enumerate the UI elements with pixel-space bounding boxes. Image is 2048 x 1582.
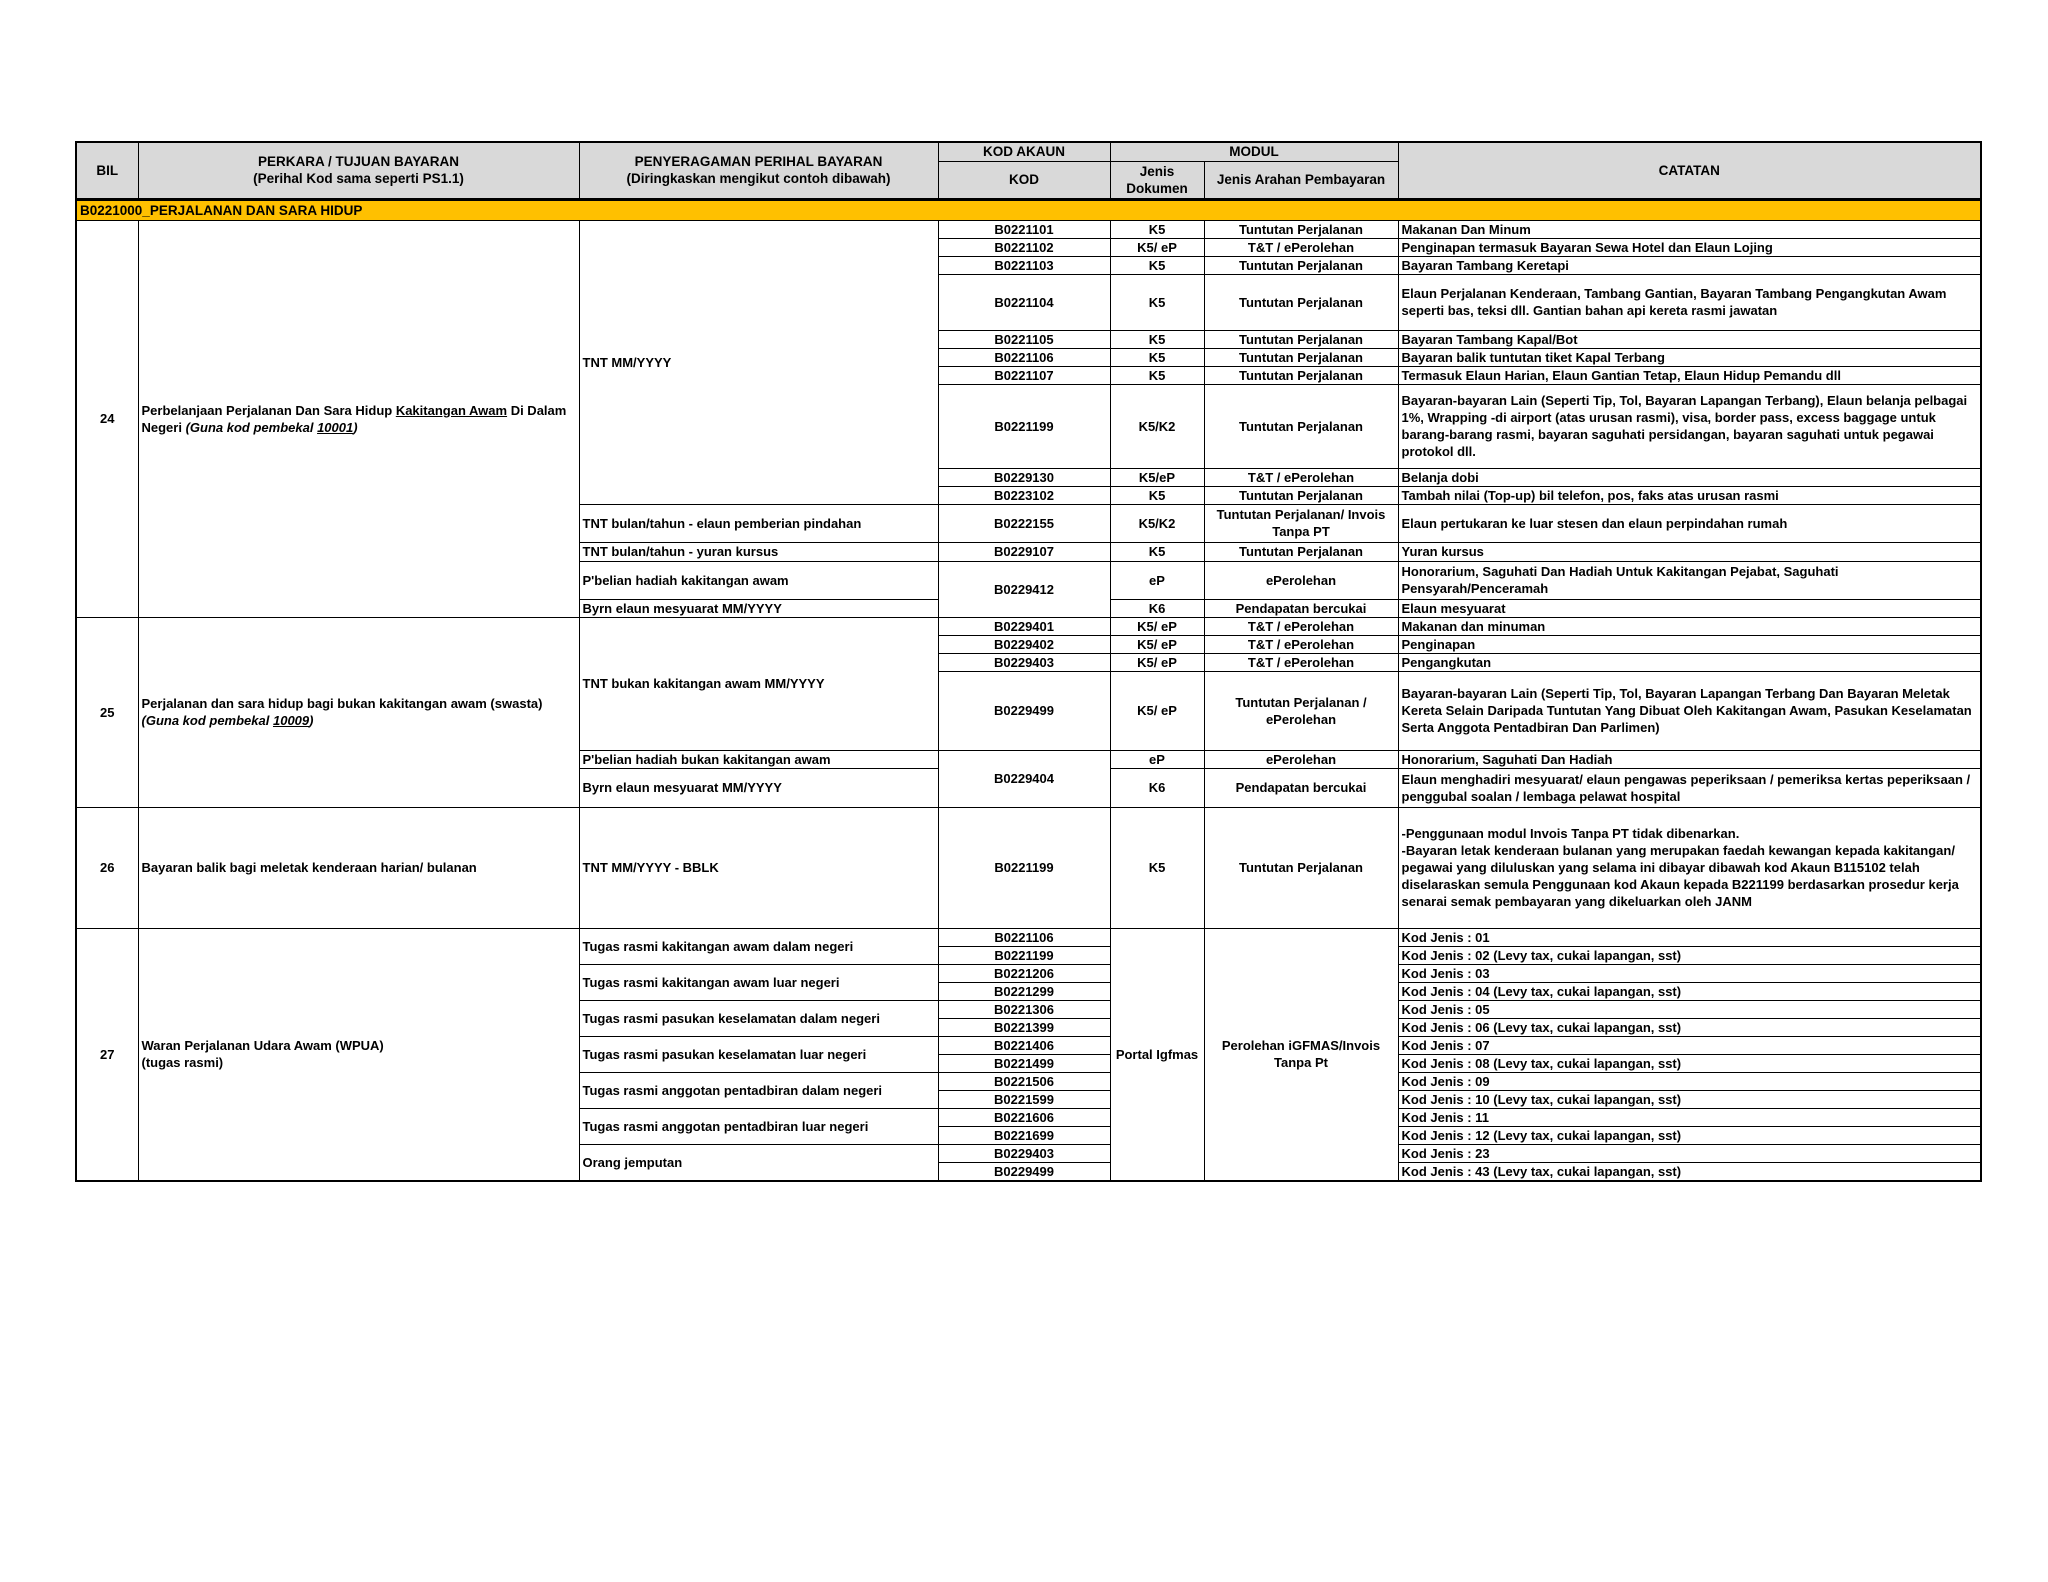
perkara-text: Perjalanan dan sara hidup bagi bukan kakitangan awam (swasta) (141, 696, 543, 711)
kod-cell: B0222155 (938, 504, 1110, 542)
section-label: B0221000_PERJALANAN DAN SARA HIDUP (76, 199, 1981, 220)
bil-cell: 24 (76, 220, 138, 617)
header-perkara-subtitle: (Perihal Kod sama seperti PS1.1) (253, 171, 464, 187)
header-penyeragaman-subtitle: (Diringkaskan mengikut contoh dibawah) (626, 171, 891, 187)
penyeragaman-cell: P'belian hadiah bukan kakitangan awam (579, 750, 938, 768)
table-body (76, 199, 1981, 1181)
catatan-cell: Kod Jenis : 23 (1398, 1144, 1981, 1162)
kod-cell: B0229499 (938, 671, 1110, 750)
section-row (76, 199, 1981, 220)
jenis-dokumen-cell: K6 (1110, 599, 1204, 617)
header-bil: BIL (76, 142, 138, 199)
header-perkara-title: PERKARA / TUJUAN BAYARAN (257, 154, 460, 170)
kod-cell: B0229403 (938, 1144, 1110, 1162)
supplier-note-text: (Guna kod pembekal (185, 419, 318, 435)
perkara-cell (138, 617, 579, 807)
header-kod-akaun: KOD AKAUN (938, 142, 1110, 161)
header-perkara (138, 142, 579, 199)
catatan-cell: Elaun menghadiri mesyuarat/ elaun pengawas peperiksaan / pemeriksa kertas peperiksaan / penggubal soalan / lembaga pelawat hospital (1398, 768, 1981, 807)
kod-cell: B0229401 (938, 617, 1110, 635)
perkara-text-2: Di Dalam Negeri (141, 402, 567, 435)
catatan-cell: Honorarium, Saguhati Dan Hadiah Untuk Kakitangan Pejabat, Saguhati Pensyarah/Penceramah (1398, 561, 1981, 599)
perkara-cell: Bayaran balik bagi meletak kenderaan harian/ bulanan (138, 807, 579, 928)
row-27-line (76, 928, 1981, 946)
jenis-dokumen-cell: K5/K2 (1110, 384, 1204, 468)
catatan-line-2: -Bayaran letak kenderaan bulanan yang merupakan faedah kewangan kepada kakitangan/ pegawai yang diluluskan yang selama ini dibayar dibawah kod Akaun B115102 telah diselaraskan semula Penggunaan kod Akaun kepada B221199 berdasarkan prosedur kerja senarai semak pembayaran yang dikeluarkan oleh JANM (1401, 843, 1959, 909)
jenis-dokumen-cell: K5 (1110, 807, 1204, 928)
penyeragaman-cell: Byrn elaun mesyuarat MM/YYYY (579, 768, 938, 807)
kod-cell: B0221106 (938, 928, 1110, 946)
jenis-arahan-cell: Tuntutan Perjalanan/ Invois Tanpa PT (1204, 504, 1398, 542)
jenis-dokumen-cell: K5/ eP (1110, 653, 1204, 671)
perkara-line-2: (tugas rasmi) (141, 1055, 224, 1070)
jenis-dokumen-cell: K5 (1110, 256, 1204, 274)
jenis-arahan-cell: T&T / ePerolehan (1204, 238, 1398, 256)
supplier-note-text: (Guna kod pembekal (141, 713, 273, 728)
jenis-arahan-cell: Tuntutan Perjalanan (1204, 220, 1398, 238)
perkara-text: Perbelanjaan Perjalanan Dan Sara Hidup (141, 402, 396, 418)
jenis-arahan-cell: Tuntutan Perjalanan (1204, 256, 1398, 274)
jenis-dokumen-cell: K5/ eP (1110, 617, 1204, 635)
catatan-cell: Bayaran-bayaran Lain (Seperti Tip, Tol, Bayaran Lapangan Terbang Dan Bayaran Meletak Kereta Selain Daripada Tuntutan Yang Dibuat Oleh Kakitangan Awam, Pasukan Keselamatan Serta Anggota Pentadbiran Dan Parlimen) (1398, 671, 1981, 750)
supplier-code: 10009 (272, 713, 310, 728)
kod-cell: B0221199 (938, 946, 1110, 964)
catatan-cell: Elaun pertukaran ke luar stesen dan elaun perpindahan rumah (1398, 504, 1981, 542)
kod-cell: B0221103 (938, 256, 1110, 274)
kod-cell: B0221699 (938, 1126, 1110, 1144)
catatan-cell: Elaun Perjalanan Kenderaan, Tambang Gantian, Bayaran Tambang Pengangkutan Awam seperti bas, teksi dll. Gantian bahan api kereta rasmi jawatan (1398, 274, 1981, 330)
catatan-cell: Kod Jenis : 11 (1398, 1108, 1981, 1126)
kod-cell: B0221107 (938, 366, 1110, 384)
kod-cell: B0221199 (938, 384, 1110, 468)
kod-cell: B0221499 (938, 1054, 1110, 1072)
kod-cell: B0221306 (938, 1000, 1110, 1018)
jenis-dokumen-cell: eP (1110, 561, 1204, 599)
perkara-supplier-note (186, 420, 358, 435)
bil-cell: 26 (76, 807, 138, 928)
jenis-dokumen-cell: K5 (1110, 366, 1204, 384)
jenis-arahan-cell: Tuntutan Perjalanan (1204, 486, 1398, 504)
kod-cell: B0221506 (938, 1072, 1110, 1090)
penyeragaman-cell: Tugas rasmi pasukan keselamatan dalam negeri (579, 1000, 938, 1036)
catatan-cell: Bayaran balik tuntutan tiket Kapal Terbang (1398, 348, 1981, 366)
header-penyeragaman (579, 142, 938, 199)
penyeragaman-cell: TNT bulan/tahun - yuran kursus (579, 542, 938, 561)
jenis-arahan-cell: Tuntutan Perjalanan (1204, 384, 1398, 468)
catatan-cell: Penginapan (1398, 635, 1981, 653)
catatan-cell: Kod Jenis : 10 (Levy tax, cukai lapangan, sst) (1398, 1090, 1981, 1108)
penyeragaman-cell: Tugas rasmi anggotan pentadbiran dalam negeri (579, 1072, 938, 1108)
jenis-arahan-cell: Tuntutan Perjalanan (1204, 348, 1398, 366)
catatan-cell: Kod Jenis : 07 (1398, 1036, 1981, 1054)
payment-code-table (75, 141, 1982, 1182)
jenis-arahan-cell: Tuntutan Perjalanan (1204, 330, 1398, 348)
catatan-cell: Kod Jenis : 04 (Levy tax, cukai lapangan, sst) (1398, 982, 1981, 1000)
kod-cell: B0221102 (938, 238, 1110, 256)
jenis-dokumen-cell: K5/K2 (1110, 504, 1204, 542)
catatan-cell: Bayaran Tambang Kapal/Bot (1398, 330, 1981, 348)
penyeragaman-cell: P'belian hadiah kakitangan awam (579, 561, 938, 599)
header-modul: MODUL (1110, 142, 1398, 161)
catatan-cell (1398, 807, 1981, 928)
supplier-note-end: ) (353, 419, 358, 435)
jenis-dokumen-cell: K5/ eP (1110, 635, 1204, 653)
kod-cell: B0221105 (938, 330, 1110, 348)
jenis-dokumen-cell: K5/ eP (1110, 238, 1204, 256)
bil-cell: 25 (76, 617, 138, 807)
jenis-dokumen-cell: K5 (1110, 542, 1204, 561)
catatan-cell: Bayaran Tambang Keretapi (1398, 256, 1981, 274)
penyeragaman-cell: TNT bulan/tahun - elaun pemberian pindahan (579, 504, 938, 542)
kod-cell: B0221199 (938, 807, 1110, 928)
perkara-supplier-note (142, 713, 314, 728)
jenis-dokumen-cell: K5 (1110, 348, 1204, 366)
jenis-arahan-cell: Tuntutan Perjalanan (1204, 542, 1398, 561)
kod-cell: B0221106 (938, 348, 1110, 366)
row-25-line (76, 617, 1981, 635)
penyeragaman-cell: TNT bukan kakitangan awam MM/YYYY (579, 617, 938, 750)
kod-cell: B0229412 (938, 561, 1110, 617)
catatan-cell: Kod Jenis : 03 (1398, 964, 1981, 982)
catatan-cell: Kod Jenis : 06 (Levy tax, cukai lapangan, sst) (1398, 1018, 1981, 1036)
row-24-line (76, 220, 1981, 238)
kod-cell: B0223102 (938, 486, 1110, 504)
catatan-cell: Kod Jenis : 12 (Levy tax, cukai lapangan, sst) (1398, 1126, 1981, 1144)
kod-cell: B0221206 (938, 964, 1110, 982)
kod-cell: B0221299 (938, 982, 1110, 1000)
kod-cell: B0229130 (938, 468, 1110, 486)
catatan-cell: Kod Jenis : 09 (1398, 1072, 1981, 1090)
jenis-dokumen-cell: K5 (1110, 486, 1204, 504)
kod-cell: B0229402 (938, 635, 1110, 653)
jenis-dokumen-cell: K5 (1110, 330, 1204, 348)
kod-cell: B0229404 (938, 750, 1110, 807)
jenis-arahan-cell: ePerolehan (1204, 750, 1398, 768)
catatan-cell: Makanan Dan Minum (1398, 220, 1981, 238)
catatan-line-1: -Penggunaan modul Invois Tanpa PT tidak dibenarkan. (1401, 826, 1740, 841)
catatan-cell: Bayaran-bayaran Lain (Seperti Tip, Tol, Bayaran Lapangan Terbang), Elaun belanja pelbagai 1%, Wrapping -di airport (atas urusan rasmi), visa, border pass, excess baggage untuk barang-barang rasmi, bayaran saguhati persidangan, bayaran saguhati untuk pegawai protokol dll. (1398, 384, 1981, 468)
kod-cell: B0229107 (938, 542, 1110, 561)
penyeragaman-cell: Tugas rasmi kakitangan awam luar negeri (579, 964, 938, 1000)
jenis-dokumen-cell: K5 (1110, 220, 1204, 238)
jenis-arahan-cell: Perolehan iGFMAS/Invois Tanpa Pt (1204, 928, 1398, 1181)
penyeragaman-cell: TNT MM/YYYY - BBLK (579, 807, 938, 928)
kod-cell: B0221406 (938, 1036, 1110, 1054)
penyeragaman-cell: Orang jemputan (579, 1144, 938, 1181)
kod-cell: B0221104 (938, 274, 1110, 330)
perkara-underlined: Kakitangan Awam (395, 402, 508, 418)
table-header (76, 142, 1981, 199)
jenis-arahan-cell: Pendapatan bercukai (1204, 768, 1398, 807)
jenis-dokumen-cell: eP (1110, 750, 1204, 768)
supplier-note-end: ) (309, 713, 314, 728)
jenis-dokumen-cell: K5 (1110, 274, 1204, 330)
catatan-cell: Penginapan termasuk Bayaran Sewa Hotel dan Elaun Lojing (1398, 238, 1981, 256)
jenis-dokumen-cell: Portal Igfmas (1110, 928, 1204, 1181)
catatan-cell: Tambah nilai (Top-up) bil telefon, pos, faks atas urusan rasmi (1398, 486, 1981, 504)
penyeragaman-cell: Tugas rasmi pasukan keselamatan luar negeri (579, 1036, 938, 1072)
jenis-arahan-cell: T&T / ePerolehan (1204, 635, 1398, 653)
penyeragaman-cell: TNT MM/YYYY (579, 220, 938, 504)
header-penyeragaman-title: PENYERAGAMAN PERIHAL BAYARAN (634, 154, 883, 170)
catatan-cell: Makanan dan minuman (1398, 617, 1981, 635)
catatan-cell: Kod Jenis : 01 (1398, 928, 1981, 946)
kod-cell: B0229403 (938, 653, 1110, 671)
header-catatan: CATATAN (1398, 142, 1981, 199)
perkara-line-1: Waran Perjalanan Udara Awam (WPUA) (141, 1038, 384, 1053)
jenis-arahan-cell: T&T / ePerolehan (1204, 617, 1398, 635)
perkara-cell (138, 220, 579, 617)
kod-cell: B0221599 (938, 1090, 1110, 1108)
kod-cell: B0221399 (938, 1018, 1110, 1036)
row-26 (76, 807, 1981, 928)
catatan-cell: Elaun mesyuarat (1398, 599, 1981, 617)
header-jenis-dokumen: Jenis Dokumen (1110, 161, 1204, 199)
jenis-dokumen-cell: K5/ eP (1110, 671, 1204, 750)
jenis-arahan-cell: ePerolehan (1204, 561, 1398, 599)
jenis-arahan-cell: Tuntutan Perjalanan (1204, 807, 1398, 928)
header-jenis-arahan: Jenis Arahan Pembayaran (1204, 161, 1398, 199)
catatan-cell: Kod Jenis : 08 (Levy tax, cukai lapangan, sst) (1398, 1054, 1981, 1072)
catatan-cell: Termasuk Elaun Harian, Elaun Gantian Tetap, Elaun Hidup Pemandu dll (1398, 366, 1981, 384)
penyeragaman-cell: Tugas rasmi kakitangan awam dalam negeri (579, 928, 938, 964)
catatan-cell: Pengangkutan (1398, 653, 1981, 671)
kod-cell: B0221101 (938, 220, 1110, 238)
jenis-dokumen-cell: K5/eP (1110, 468, 1204, 486)
catatan-cell: Kod Jenis : 02 (Levy tax, cukai lapangan, sst) (1398, 946, 1981, 964)
jenis-arahan-cell: Tuntutan Perjalanan (1204, 274, 1398, 330)
jenis-arahan-cell: Tuntutan Perjalanan / ePerolehan (1204, 671, 1398, 750)
jenis-arahan-cell: T&T / ePerolehan (1204, 653, 1398, 671)
bil-cell: 27 (76, 928, 138, 1181)
catatan-cell: Kod Jenis : 43 (Levy tax, cukai lapangan, sst) (1398, 1162, 1981, 1181)
jenis-arahan-cell: Tuntutan Perjalanan (1204, 366, 1398, 384)
jenis-dokumen-cell: K6 (1110, 768, 1204, 807)
catatan-cell: Kod Jenis : 05 (1398, 1000, 1981, 1018)
catatan-cell: Yuran kursus (1398, 542, 1981, 561)
jenis-arahan-cell: Pendapatan bercukai (1204, 599, 1398, 617)
jenis-arahan-cell: T&T / ePerolehan (1204, 468, 1398, 486)
penyeragaman-cell: Byrn elaun mesyuarat MM/YYYY (579, 599, 938, 617)
supplier-code: 10001 (317, 419, 354, 435)
kod-cell: B0221606 (938, 1108, 1110, 1126)
perkara-cell (138, 928, 579, 1181)
header-kod: KOD (938, 161, 1110, 199)
catatan-cell: Belanja dobi (1398, 468, 1981, 486)
catatan-cell: Honorarium, Saguhati Dan Hadiah (1398, 750, 1981, 768)
penyeragaman-cell: Tugas rasmi anggotan pentadbiran luar negeri (579, 1108, 938, 1144)
kod-cell: B0229499 (938, 1162, 1110, 1181)
